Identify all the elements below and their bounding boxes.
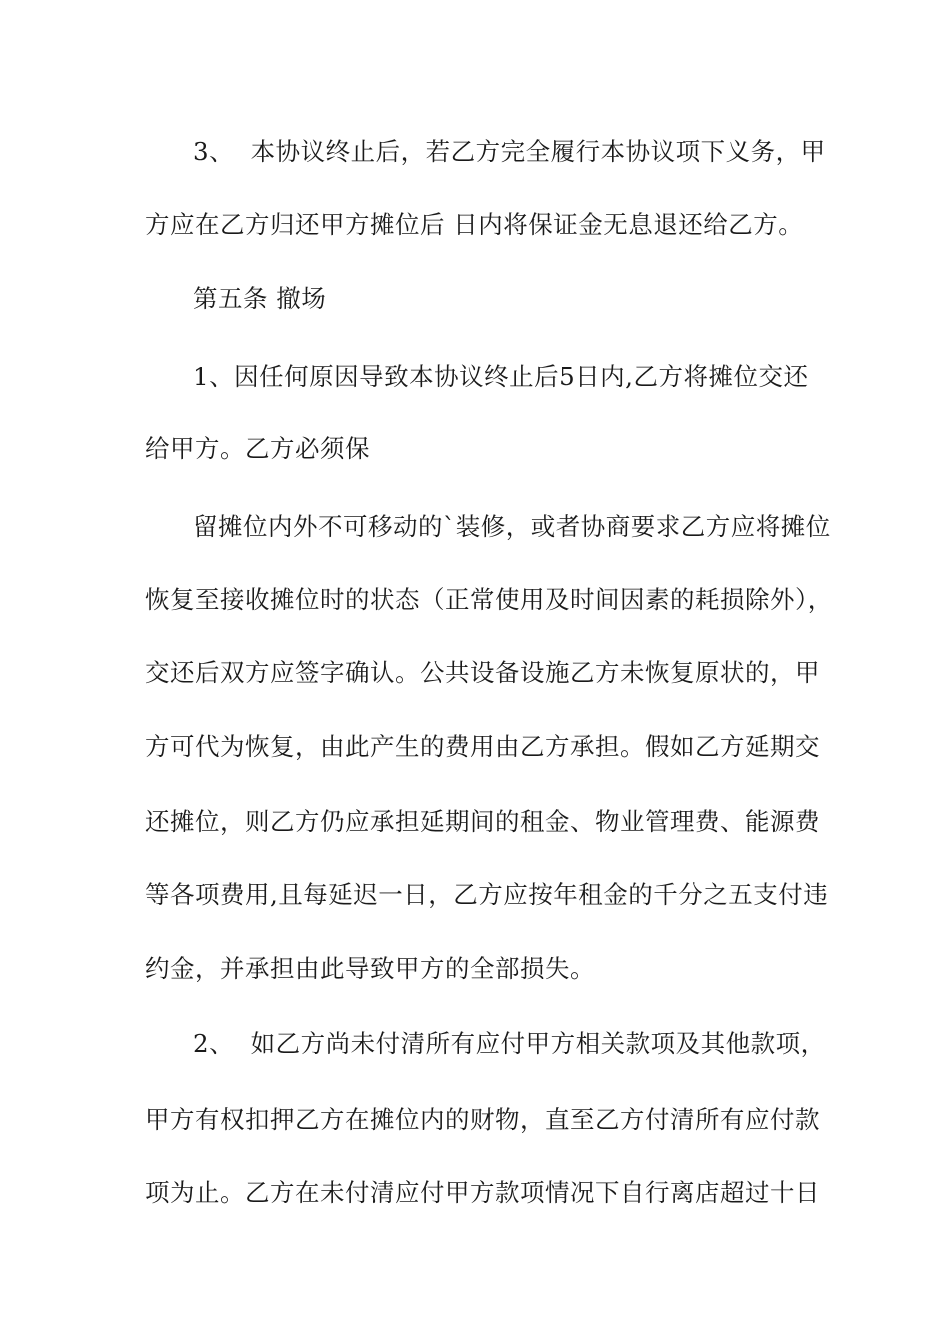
paragraph-line: 2、 如乙方尚未付清所有应付甲方相关款项及其他款项，	[193, 1029, 826, 1058]
section-heading: 第五条 撤场	[193, 284, 327, 313]
paragraph-line: 项为止。乙方在未付清应付甲方款项情况下自行离店超过十日	[145, 1178, 820, 1207]
paragraph-line: 甲方有权扣押乙方在摊位内的财物，直至乙方付清所有应付款	[145, 1105, 820, 1134]
paragraph-line: 给甲方。乙方必须保	[145, 434, 370, 463]
paragraph-line: 等各项费用,且每延迟一日，乙方应按年租金的千分之五支付违	[145, 880, 829, 909]
paragraph-line: 3、 本协议终止后，若乙方完全履行本协议项下义务，甲	[193, 137, 826, 166]
paragraph-line: 1、因任何原因导致本协议终止后5日内,乙方将摊位交还	[193, 362, 809, 391]
paragraph-line: 方可代为恢复，由此产生的费用由乙方承担。假如乙方延期交	[145, 732, 820, 761]
paragraph-line: 方应在乙方归还甲方摊位后 日内将保证金无息退还给乙方。	[145, 210, 804, 239]
paragraph-line: 恢复至接收摊位时的状态（正常使用及时间因素的耗损除外），	[145, 585, 833, 614]
paragraph-line: 交还后双方应签字确认。公共设备设施乙方未恢复原状的，甲	[145, 658, 820, 687]
paragraph-line: 约金，并承担由此导致甲方的全部损失。	[145, 954, 595, 983]
paragraph-line: 还摊位，则乙方仍应承担延期间的租金、物业管理费、能源费	[145, 807, 820, 836]
paragraph-line: 留摊位内外不可移动的`装修，或者协商要求乙方应将摊位	[193, 512, 831, 541]
